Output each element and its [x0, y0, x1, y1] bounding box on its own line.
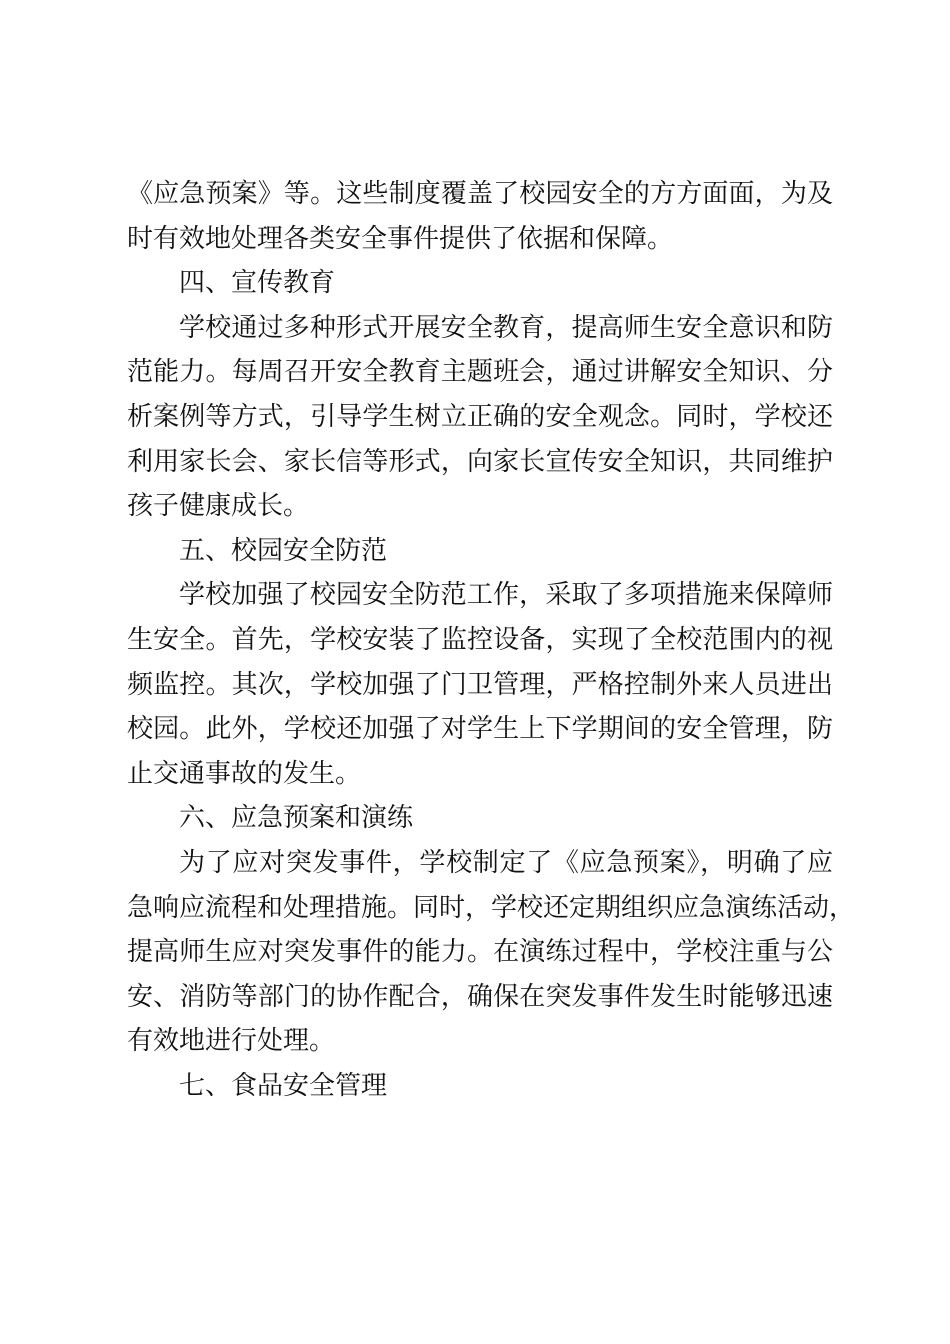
text-line: 时有效地处理各类安全事件提供了依据和保障。 [127, 223, 674, 254]
body-paragraph [127, 306, 833, 529]
section-heading [127, 261, 833, 306]
heading-text: 四、宣传教育 [179, 268, 336, 299]
text-line: 生安全。首先，学校安装了监控设备，实现了全校范围内的视 [127, 624, 833, 655]
text-line: 学校加强了校园安全防范工作，采取了多项措施来保障师 [179, 580, 833, 611]
text-line: 校园。此外，学校还加强了对学生上下学期间的安全管理，防 [127, 714, 833, 745]
text-line: 孩子健康成长。 [127, 491, 310, 522]
text-line: 利用家长会、家长信等形式，向家长宣传安全知识，共同维护 [127, 446, 833, 477]
body-paragraph [127, 172, 833, 261]
text-line: 《应急预案》等。这些制度覆盖了校园安全的方方面面，为及 [127, 179, 833, 209]
section-heading [127, 529, 833, 574]
heading-text: 五、校园安全防范 [179, 535, 388, 566]
text-line: 有效地进行处理。 [127, 1026, 336, 1057]
text-line: 学校通过多种形式开展安全教育，提高师生安全意识和防 [179, 312, 833, 343]
body-paragraph [127, 841, 856, 1064]
text-line: 范能力。每周召开安全教育主题班会，通过讲解安全知识、分 [127, 357, 833, 388]
text-line: 急响应流程和处理措施。同时，学校还定期组织应急演练活动， [127, 892, 856, 923]
heading-text: 七、食品安全管理 [179, 1070, 388, 1101]
text-line: 安、消防等部门的协作配合，确保在突发事件发生时能够迅速 [127, 981, 833, 1012]
heading-text: 六、应急预案和演练 [179, 803, 414, 834]
section-heading [127, 1064, 833, 1109]
text-line: 频监控。其次，学校加强了门卫管理，严格控制外来人员进出 [127, 669, 833, 700]
text-line: 提高师生应对突发事件的能力。在演练过程中，学校注重与公 [127, 937, 833, 968]
document-body [127, 172, 856, 1108]
text-line: 析案例等方式，引导学生树立正确的安全观念。同时，学校还 [127, 401, 833, 432]
text-line: 为了应对突发事件，学校制定了《应急预案》，明确了应 [179, 847, 833, 878]
text-line: 止交通事故的发生。 [127, 758, 362, 789]
section-heading [127, 796, 833, 841]
body-paragraph [127, 573, 833, 796]
